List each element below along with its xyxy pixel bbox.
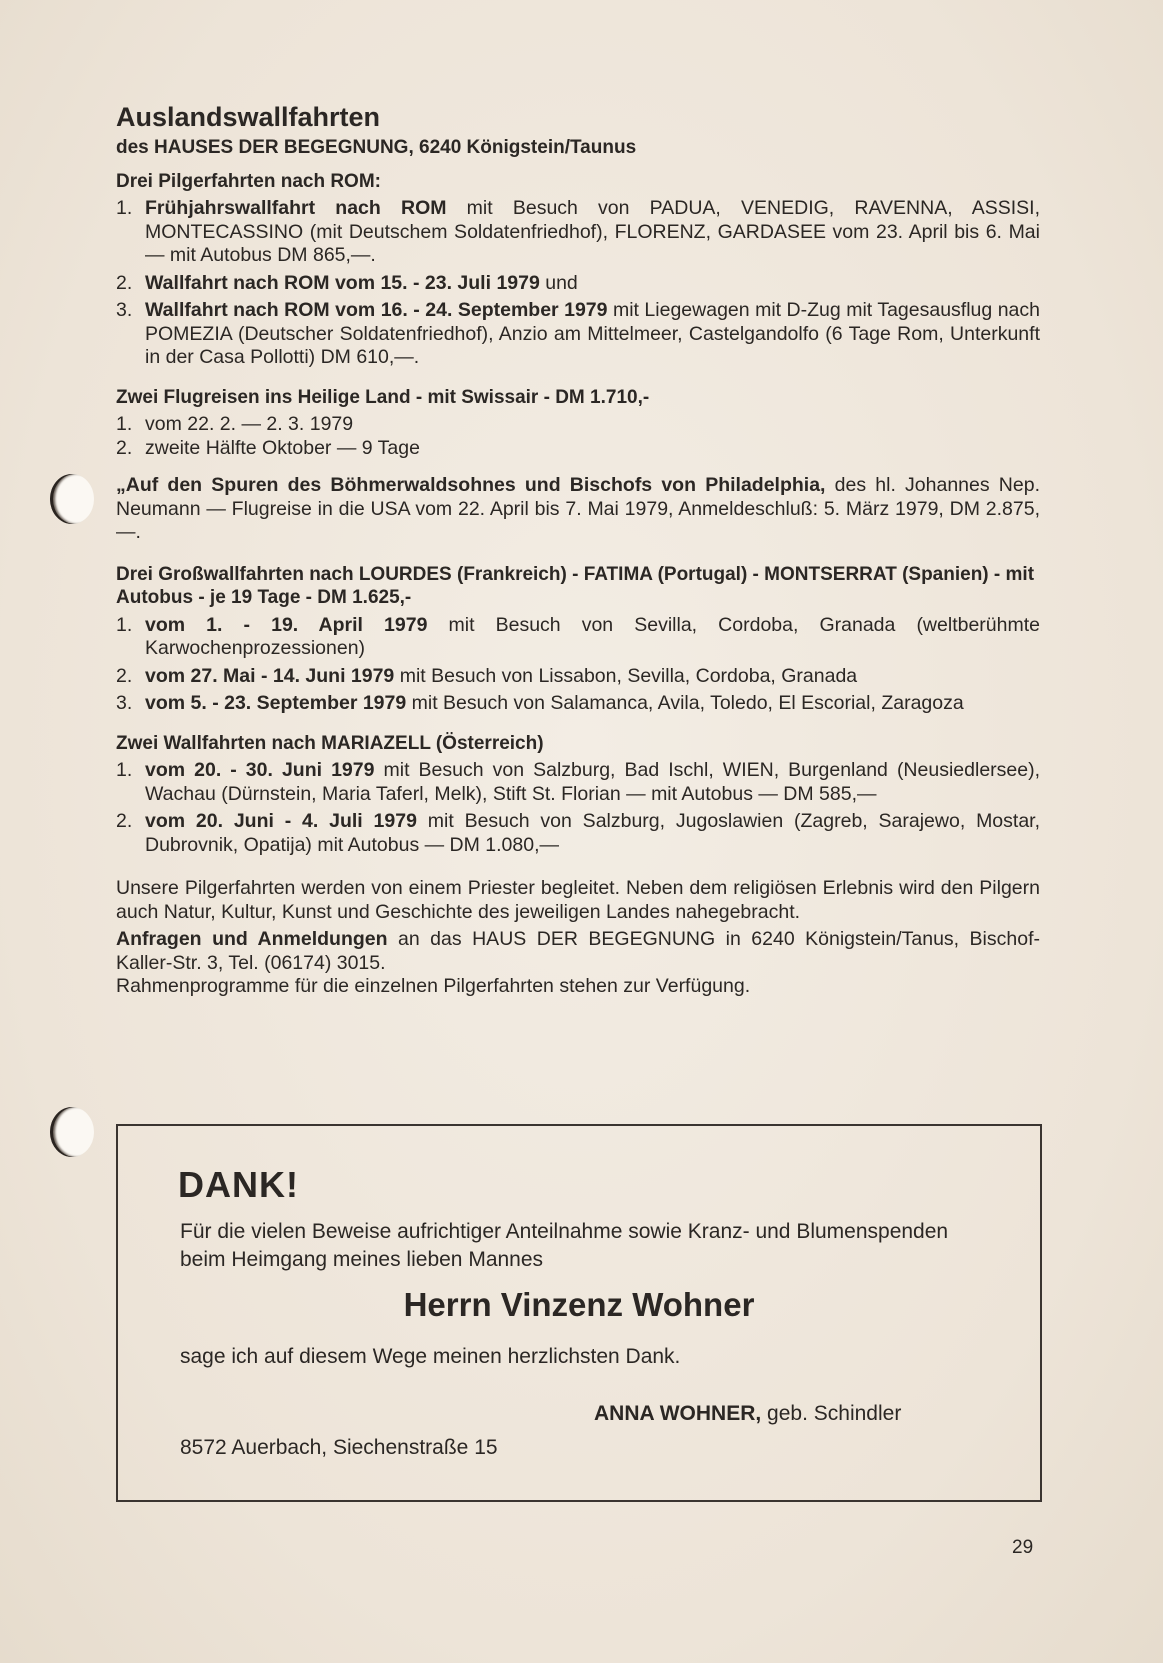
- item-number: 3.: [116, 299, 133, 321]
- item-text: [145, 810, 1040, 857]
- section-mariazell: [116, 732, 1040, 858]
- item-number: 3.: [116, 692, 133, 714]
- dank-title: DANK!: [178, 1164, 299, 1205]
- item-bold: Wallfahrt nach ROM vom 16. - 24. September 1979: [145, 299, 608, 321]
- list-item: [116, 197, 1040, 268]
- item-text: [145, 759, 1040, 806]
- item-body: mit Besuch von Lissabon, Sevilla, Cordoba, Granada: [394, 664, 858, 687]
- section-rom: [116, 170, 1040, 370]
- item-body: mit Besuch von Salzburg, Bad Ischl, WIEN, Burgenland (Neusiedlersee), Wachau (Dürnstein, Maria Taferl, Melk), Stift St. Florian — mit Autobus — DM 585,—: [145, 759, 1041, 805]
- page-number: 29: [1012, 1537, 1034, 1558]
- item-bold: vom 27. Mai - 14. Juni 1979: [145, 664, 395, 687]
- item-bold: vom 5. - 23. September 1979: [145, 692, 407, 714]
- list-item: [116, 665, 1040, 689]
- item-text: [145, 692, 1040, 716]
- item-number: 2.: [116, 436, 133, 459]
- dank-text: Für die vielen Beweise aufrichtiger Anteilnahme sowie Kranz- und Blumenspenden beim Heimgang meines lieben Mannes: [180, 1220, 949, 1271]
- section-heilige-land: [116, 386, 1040, 461]
- list-item: [116, 810, 1040, 857]
- item-text: zweite Hälfte Oktober — 9 Tage: [145, 436, 420, 459]
- dank-signature: [594, 1402, 901, 1426]
- item-body: mit Besuch von Salzburg, Jugoslawien (Zagreb, Sarajewo, Mostar, Dubrovnik, Opatija) mit Autobus — DM 1.080,—: [145, 810, 1041, 856]
- item-body: mit Besuch von Salamanca, Avila, Toledo, El Escorial, Zaragoza: [406, 692, 964, 714]
- item-number: 2.: [116, 664, 133, 687]
- signature-extra: geb. Schindler: [761, 1402, 902, 1425]
- list-item: [116, 437, 1040, 461]
- section-lourdes: [116, 563, 1040, 716]
- page-title: Auslandswallfahrten: [116, 102, 381, 132]
- item-body: mit Besuch von Sevilla, Cordoba, Granada (weltberühmte Karwochenprozessionen): [145, 613, 1040, 659]
- list-item: [116, 413, 1040, 437]
- item-body: mit Liegewagen mit D-Zug mit Tagesausflug nach POMEZIA (Deutscher Soldatenfriedhof), Anzio am Mittelmeer, Castelgandolfo (6 Tage Rom, Unterkunft in der Casa Pollotti) DM 610,—.: [145, 299, 1040, 368]
- programme-note: Rahmenprogramme für die einzelnen Pilgerfahrten stehen zur Verfügung.: [116, 975, 751, 997]
- item-text: [145, 272, 1040, 296]
- list-item: [116, 759, 1040, 806]
- item-number: 2.: [116, 271, 133, 294]
- signature-name: ANNA WOHNER,: [594, 1402, 762, 1425]
- dank-closing: sage ich auf diesem Wege meinen herzlichsten Dank.: [180, 1345, 681, 1368]
- closing-paragraph: Unsere Pilgerfahrten werden von einem Priester begleitet. Neben dem religiösen Erlebnis wird den Pilgern auch Natur, Kultur, Kunst und Geschichte des jeweiligen Landes nahegebracht.: [116, 877, 1040, 923]
- contact-bold: Anfragen und Anmeldungen: [116, 928, 388, 950]
- item-bold: vom 1. - 19. April 1979: [145, 613, 428, 636]
- item-text: [145, 299, 1040, 370]
- section-heading: Zwei Flugreisen ins Heilige Land - mit Swissair - DM 1.710,-: [116, 386, 650, 408]
- punch-hole-bottom: [50, 1107, 94, 1157]
- contact-text: an das HAUS DER BEGEGNUNG in 6240 Königstein/Tanus, Bischof-Kaller-Str. 3, Tel. (06174) 3015.: [116, 928, 1040, 974]
- contact-paragraph: [116, 928, 1040, 975]
- item-body: mit Besuch von PADUA, VENEDIG, RAVENNA, ASSISI, MONTECASSINO (mit Deutschem Soldatenfriedhof), FLORENZ, GARDASEE vom 23. April bis 6. Mai — mit Autobus DM 865,—.: [145, 197, 1041, 266]
- item-body: und: [539, 271, 578, 294]
- item-text: [145, 197, 1040, 268]
- usa-bold: „Auf den Spuren des Böhmerwaldsohnes und Bischofs von Philadelphia,: [116, 474, 826, 496]
- list-item: [116, 692, 1040, 716]
- list-item: [116, 614, 1040, 661]
- section-heading: Drei Großwallfahrten nach LOURDES (Frankreich) - FATIMA (Portugal) - MONTSERRAT (Spanien) - mit Autobus - je 19 Tage - DM 1.625,-: [116, 563, 1035, 608]
- item-number: 1.: [116, 197, 133, 219]
- item-bold: Wallfahrt nach ROM vom 15. - 23. Juli 1979: [145, 271, 540, 294]
- item-text: [145, 614, 1040, 661]
- item-text: vom 22. 2. — 2. 3. 1979: [145, 413, 354, 435]
- item-bold: vom 20. - 30. Juni 1979: [145, 759, 375, 781]
- dank-address: 8572 Auerbach, Siechenstraße 15: [180, 1436, 498, 1459]
- usa-text: des hl. Johannes Nep. Neumann — Flugreise in die USA vom 22. April bis 7. Mai 1979, Anmeldeschluß: 5. März 1979, DM 2.875,—.: [116, 474, 1040, 543]
- list-item: [116, 299, 1040, 370]
- item-number: 1.: [116, 613, 133, 636]
- list-item: [116, 272, 1040, 296]
- dank-box: [116, 1124, 1042, 1502]
- dank-deceased-name: Herrn Vinzenz Wohner: [403, 1286, 755, 1323]
- item-text: [145, 665, 1040, 689]
- punch-hole-top: [50, 474, 94, 524]
- item-number: 2.: [116, 810, 133, 832]
- section-usa: [116, 474, 1040, 545]
- item-number: 1.: [116, 759, 133, 781]
- main-content: [116, 100, 1040, 999]
- item-bold: vom 20. Juni - 4. Juli 1979: [145, 810, 417, 832]
- item-bold: Frühjahrswallfahrt nach ROM: [145, 197, 447, 219]
- page-subtitle: des HAUSES DER BEGEGNUNG, 6240 Königstein/Taunus: [116, 137, 637, 158]
- item-number: 1.: [116, 413, 133, 435]
- section-heading: Zwei Wallfahrten nach MARIAZELL (Österreich): [116, 732, 544, 754]
- section-heading: Drei Pilgerfahrten nach ROM:: [116, 170, 381, 192]
